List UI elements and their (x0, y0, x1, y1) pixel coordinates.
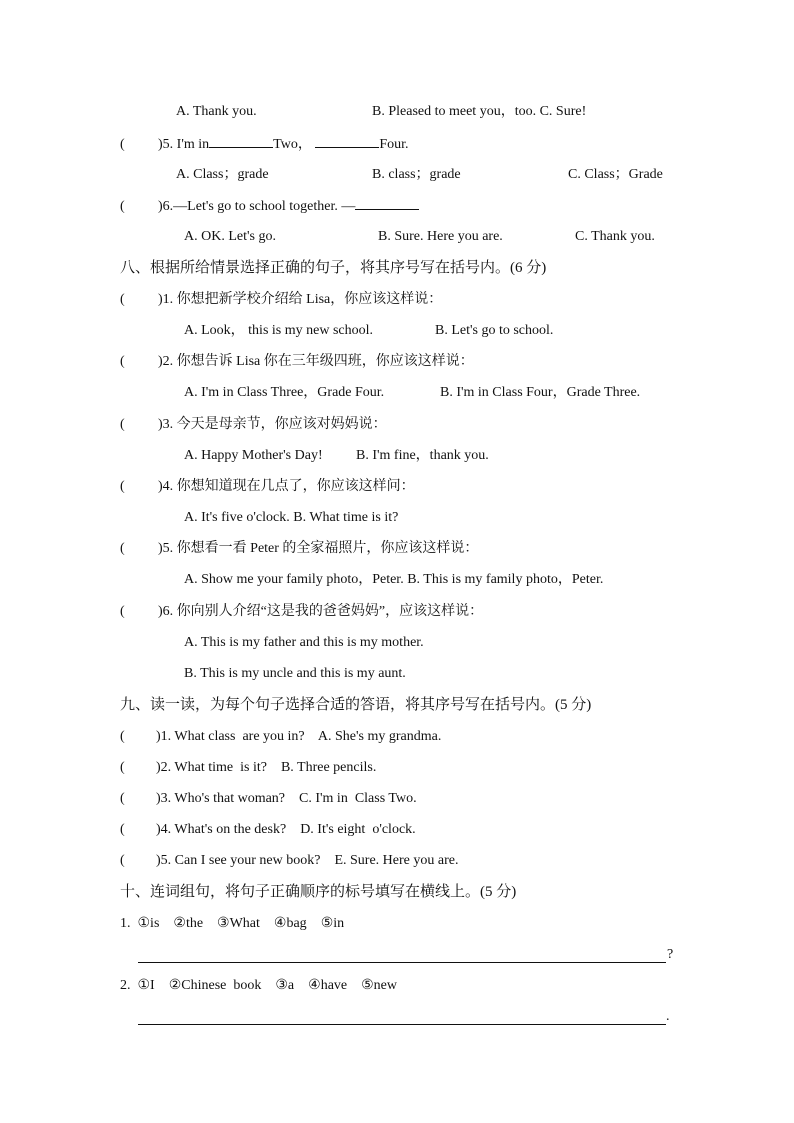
part8-item-5: ( )5. 你想看一看 Peter 的全家福照片，你应该这样说： (120, 541, 479, 556)
part8-item-6-option-b: B. This is my uncle and this is my aunt. (184, 666, 406, 681)
answer-paren[interactable]: ( (120, 791, 125, 806)
part8-item-6: ( )6. 你向别人介绍“这是我的爸爸妈妈”，应该这样说： (120, 604, 484, 619)
answer-paren[interactable]: ( (120, 853, 125, 868)
part9-item-1: ( )1. What class are you in? A. She's my grandma. (120, 729, 442, 744)
answer-paren[interactable]: ( (120, 604, 125, 619)
answer-paren[interactable]: ( (120, 822, 125, 837)
part8-item-2-option-a: A. I'm in Class Three，Grade Four. (184, 385, 385, 400)
fill-blank[interactable] (355, 197, 419, 210)
q5-question: ( )5. I'm in Two， Four. (120, 137, 409, 152)
part8-item-2-option-b: B. I'm in Class Four，Grade Three. (440, 385, 641, 400)
part8-item-3: ( )3. 今天是母亲节，你应该对妈妈说： (120, 417, 387, 432)
part10-item-2: 2. ①I ②Chinese book ③a ④have ⑤new (120, 978, 397, 993)
part9-heading: 九、读一读，为每个句子选择合适的答语，将其序号写在括号内。(5 分) (120, 697, 592, 713)
q5-option-b: B. class；grade (372, 167, 461, 182)
answer-paren[interactable]: ( (120, 729, 125, 744)
part8-item-6-option-a: A. This is my father and this is my mother. (184, 635, 424, 650)
part10-heading: 十、连词组句，将句子正确顺序的标号填写在横线上。(5 分) (120, 884, 517, 900)
part8-item-4: ( )4. 你想知道现在几点了，你应该这样问： (120, 479, 415, 494)
q6-option-c: C. Thank you. (575, 229, 655, 244)
answer-line[interactable] (138, 1024, 666, 1025)
fill-blank[interactable] (209, 135, 273, 148)
part8-item-1-option-a: A. Look， this is my new school. (184, 323, 373, 338)
part10-item-2-end: . (666, 1009, 670, 1024)
q5-option-c: C. Class；Grade (568, 167, 663, 182)
part9-item-3: ( )3. Who's that woman? C. I'm in Class Two. (120, 791, 417, 806)
q4-option-a: A. Thank you. (176, 104, 257, 119)
part10-item-1: 1. ①is ②the ③What ④bag ⑤in (120, 916, 345, 931)
answer-paren[interactable]: ( (120, 137, 125, 152)
part10-item-1-end: ? (667, 947, 674, 962)
part9-item-5: ( )5. Can I see your new book? E. Sure. Here you are. (120, 853, 459, 868)
q5-option-a: A. Class；grade (176, 167, 269, 182)
part8-item-2: ( )2. 你想告诉 Lisa 你在三年级四班，你应该这样说： (120, 354, 474, 369)
part8-heading: 八、根据所给情景选择正确的句子，将其序号写在括号内。(6 分) (120, 260, 547, 276)
answer-line[interactable] (138, 962, 666, 963)
fill-blank[interactable] (315, 135, 379, 148)
q6-option-b: B. Sure. Here you are. (378, 229, 503, 244)
q4-option-b: B. Pleased to meet you，too. C. Sure! (372, 104, 587, 119)
part8-item-3-option-a: A. Happy Mother's Day! (184, 448, 323, 463)
part8-item-4-options: A. It's five o'clock. B. What time is it? (184, 510, 399, 525)
answer-paren[interactable]: ( (120, 354, 125, 369)
answer-paren[interactable]: ( (120, 292, 125, 307)
q6-option-a: A. OK. Let's go. (184, 229, 276, 244)
part8-item-3-option-b: B. I'm fine，thank you. (356, 448, 489, 463)
answer-paren[interactable]: ( (120, 199, 125, 214)
part8-item-1: ( )1. 你想把新学校介绍给 Lisa，你应该这样说： (120, 292, 443, 307)
part9-item-2: ( )2. What time is it? B. Three pencils. (120, 760, 377, 775)
q6-question: ( )6.—Let's go to school together. — (120, 197, 419, 216)
part8-item-5-options: A. Show me your family photo，Peter. B. This is my family photo，Peter. (184, 572, 604, 587)
answer-paren[interactable]: ( (120, 417, 125, 432)
answer-paren[interactable]: ( (120, 760, 125, 775)
answer-paren[interactable]: ( (120, 479, 125, 494)
part8-item-1-option-b: B. Let's go to school. (435, 323, 554, 338)
answer-paren[interactable]: ( (120, 541, 125, 556)
part9-item-4: ( )4. What's on the desk? D. It's eight o'clock. (120, 822, 416, 837)
